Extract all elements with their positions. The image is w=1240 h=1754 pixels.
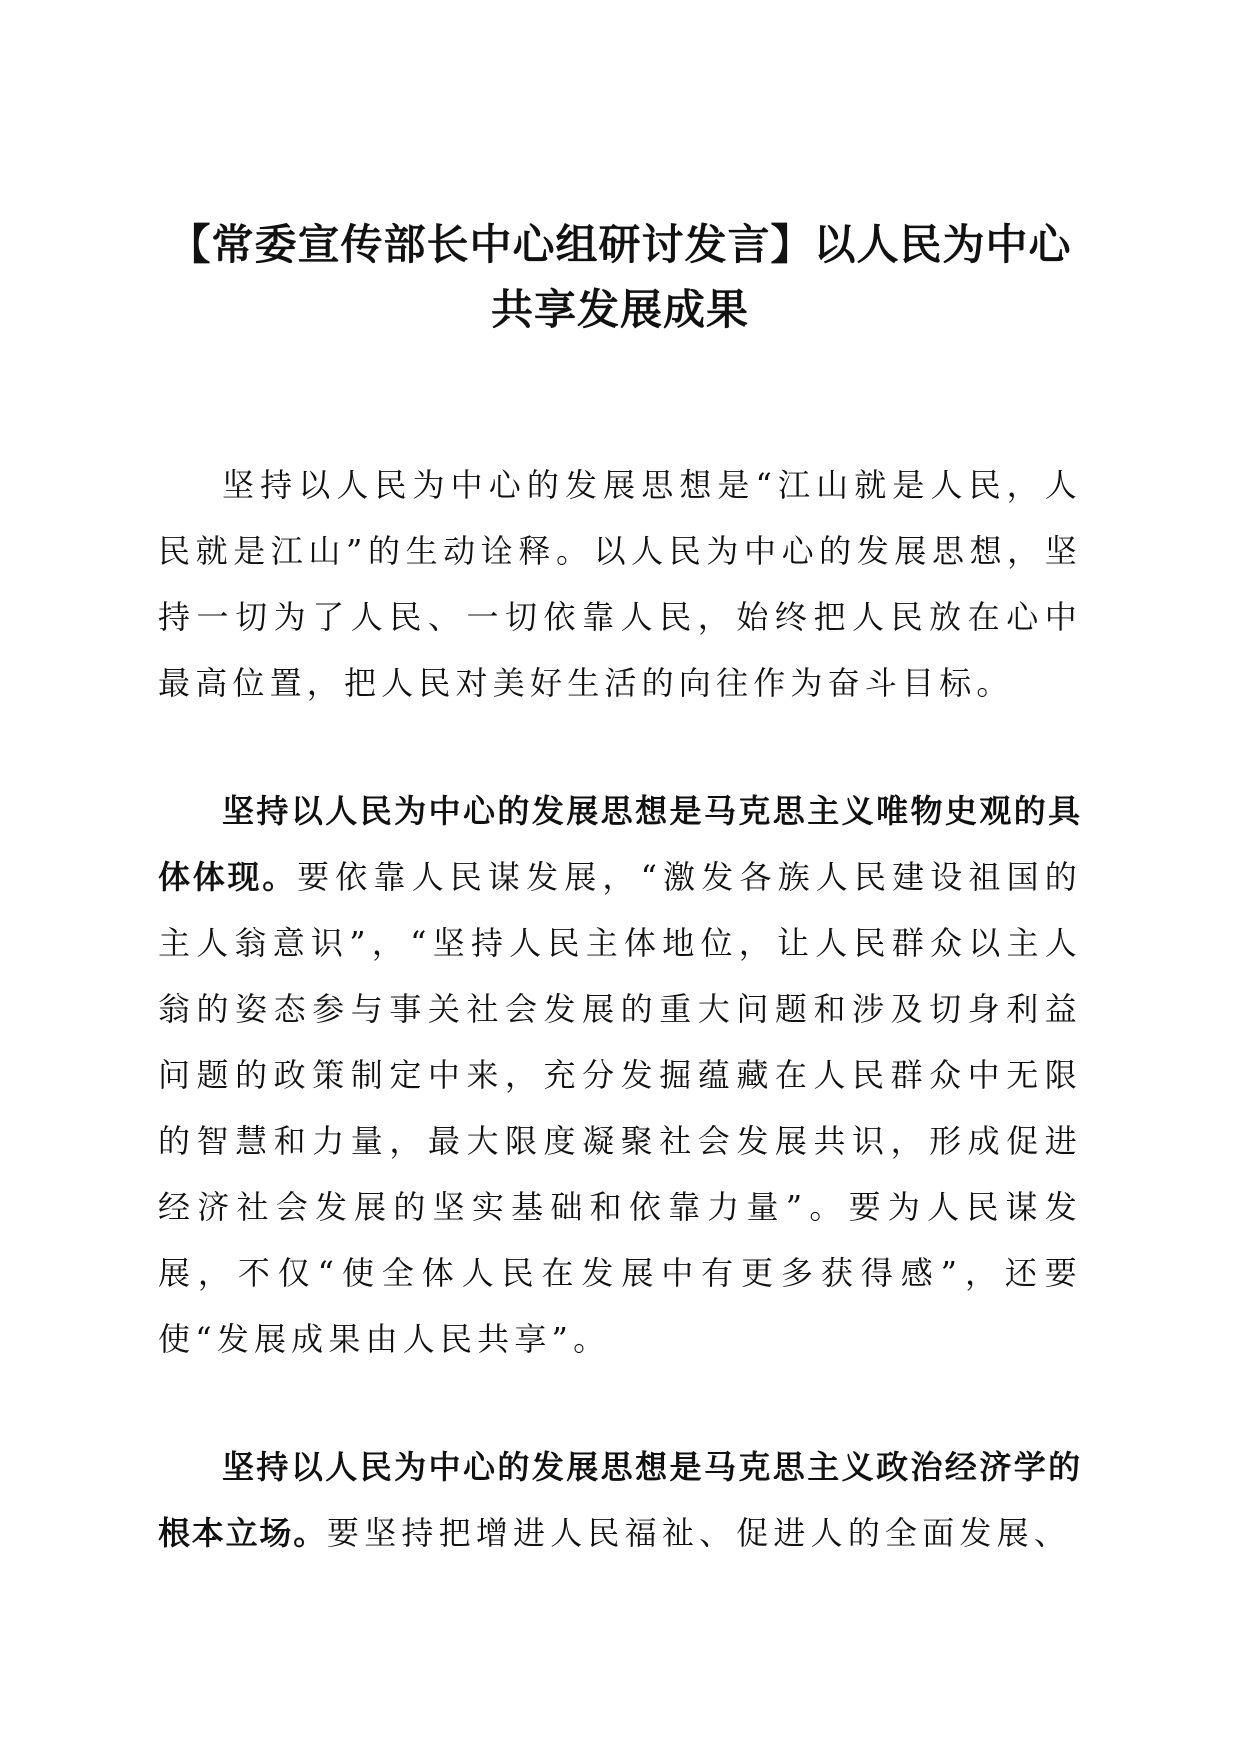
paragraph-2-lead: 坚持以人民为中心的发展思想是马克思主义唯物史观的具体体现。 bbox=[158, 792, 1082, 896]
paragraph-3-text: 要坚持把增进人民福祉、促进人的全面发展、 bbox=[327, 1514, 1072, 1552]
paragraph-3-lead: 坚持以人民为中心的发展思想是马克思主义政治经济学的根本立场。 bbox=[158, 1448, 1082, 1552]
paragraph-1 bbox=[158, 452, 1082, 716]
paragraph-2 bbox=[158, 778, 1082, 1372]
paragraph-1-text: 坚持以人民为中心的发展思想是“江山就是人民，人民就是江山”的生动诠释。以人民为中心的发展思想，坚持一切为了人民、一切依靠人民，始终把人民放在心中最高位置，把人民对美好生活的向往作为奋斗目标。 bbox=[158, 466, 1082, 702]
paragraph-3 bbox=[158, 1434, 1082, 1566]
document-title: 【常委宣传部长中心组研讨发言】以人民为中心共享发展成果 bbox=[168, 220, 1072, 334]
paragraph-2-text: 要依靠人民谋发展，“激发各族人民建设祖国的主人翁意识”，“坚持人民主体地位，让人民群众以主人翁的姿态参与事关社会发展的重大问题和涉及切身利益问题的政策制定中来，充分发掘蕴藏在人民群众中无限的智慧和力量，最大限度凝聚社会发展共识，形成促进经济社会发展的坚实基础和依靠力量”。要为人民谋发展，不仅“使全体人民在发展中有更多获得感”，还要使“发展成果由人民共享”。 bbox=[158, 858, 1083, 1358]
document-body bbox=[158, 452, 1082, 1628]
